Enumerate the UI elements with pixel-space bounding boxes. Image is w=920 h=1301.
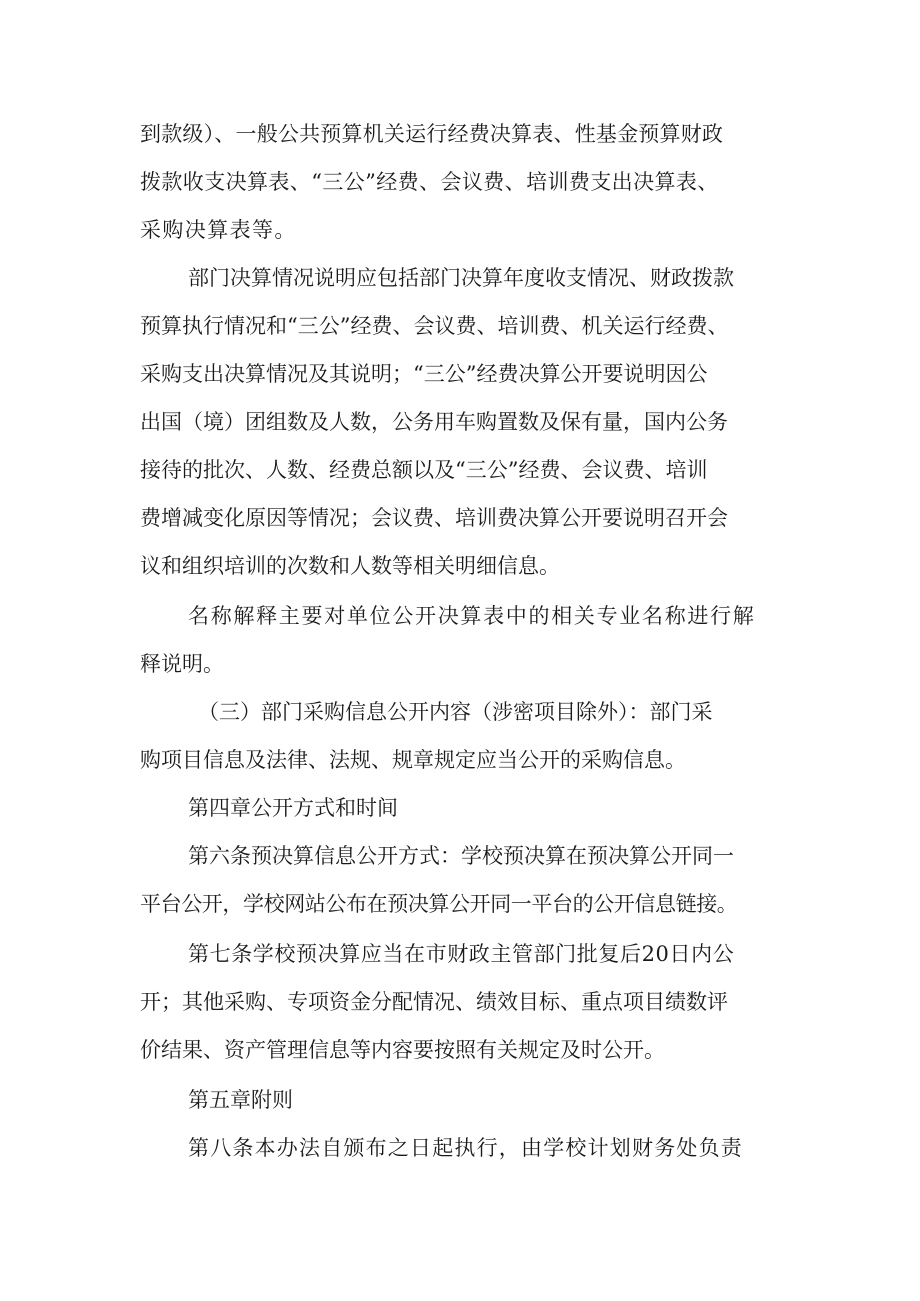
text-line: 第七条学校预决算应当在市财政主管部门批复后20日内公 (188, 942, 735, 966)
chapter-five-heading (140, 1076, 800, 1124)
text-line: 费增减变化原因等情况；会议费、培训费决算公开要说明召开会 (140, 506, 728, 530)
paragraph-terminology (140, 592, 800, 688)
text-line: 第六条预决算信息公开方式：学校预决算在预决算公开同一 (188, 844, 734, 868)
article-six (140, 832, 800, 928)
text-line: 平台公开，学校网站公布在预决算公开同一平台的公开信息链接。 (140, 892, 738, 916)
text-line: 购项目信息及法律、法规、规章规定应当公开的采购信息。 (140, 748, 686, 772)
text-line: 名称解释主要对单位公开决算表中的相关专业名称进行解 (188, 604, 756, 628)
article-seven (140, 930, 800, 1074)
text-line: 部门决算情况说明应包括部门决算年度收支情况、财政拨款 (188, 266, 734, 290)
text-line: 出国（境）团组数及人数，公务用车购置数及保有量，国内公务 (140, 410, 728, 434)
text-line: 第四章公开方式和时间 (188, 796, 398, 820)
text-line: 第五章附则 (188, 1088, 293, 1112)
text-line: 拨款收支决算表、“三公”经费、会议费、培训费支出决算表、 (140, 170, 719, 194)
text-line: 采购决算表等。 (140, 218, 297, 242)
text-line: 采购支出决算情况及其说明；“三公”经费决算公开要说明因公 (140, 362, 708, 386)
article-eight (140, 1124, 800, 1172)
text-line: 开；其他采购、专项资金分配情况、绩效目标、重点项目绩数评 (140, 990, 728, 1014)
paragraph-procurement-info (140, 688, 800, 784)
text-line: 预算执行情况和“三公”经费、会议费、培训费、机关运行经费、 (140, 314, 729, 338)
chapter-four-heading (140, 784, 800, 832)
text-line: （三）部门采购信息公开内容（涉密项目除外）：部门采 (198, 700, 713, 724)
text-line: 价结果、资产管理信息等内容要按照有关规定及时公开。 (140, 1038, 665, 1062)
paragraph-continuation (140, 110, 800, 254)
text-line: 释说明。 (140, 652, 224, 676)
text-line: 接待的批次、人数、经费总额以及“三公”经费、会议费、培训 (140, 458, 708, 482)
text-line: 议和组织培训的次数和人数等相关明细信息。 (140, 554, 560, 578)
paragraph-final-accounts-explanation (140, 254, 800, 590)
text-line: 到款级）、一般公共预算机关运行经费决算表、性基金预算财政 (140, 122, 724, 146)
text-line: 第八条本办法自颁布之日起执行，由学校计划财务处负责 (188, 1136, 743, 1160)
